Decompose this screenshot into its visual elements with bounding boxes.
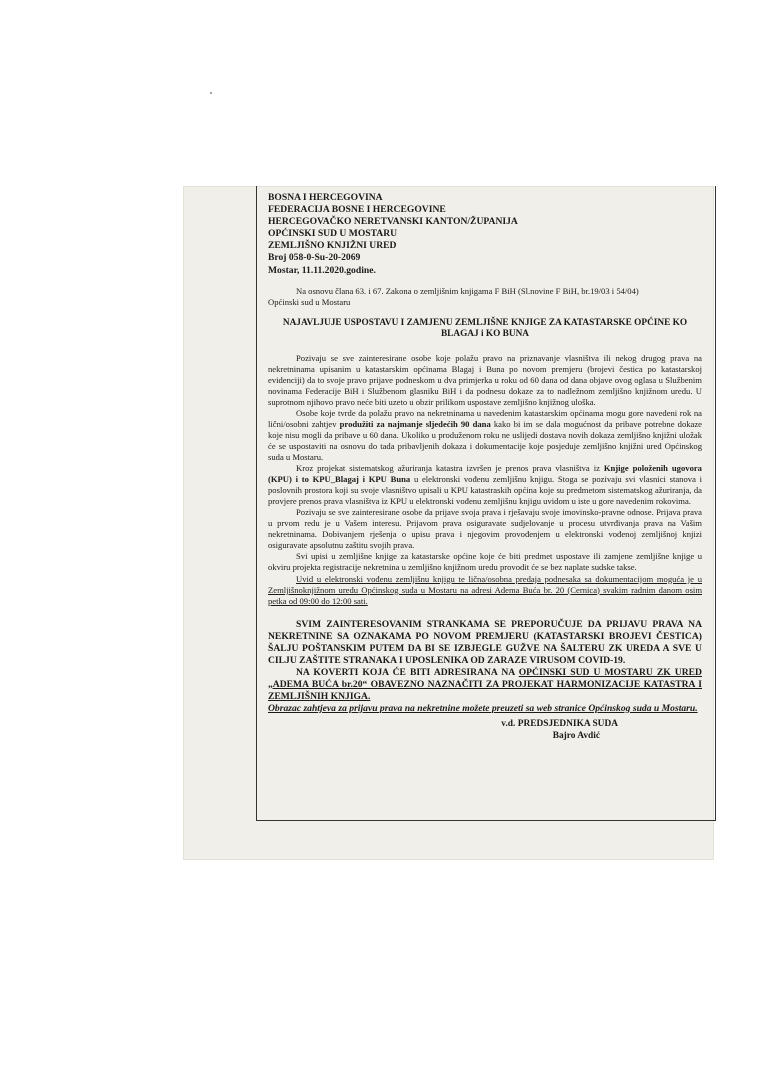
paragraph-1: Pozivaju se sve zainteresirane osobe koje polažu pravo na priznavanje vlasništva ili nekog drugog prava na nekretninama upisanim u katastarskim općinama Blagaj i Buna po novom premjeru (brojevi čestica po katastarskoj evidenciji) da to svoje pravo prijave podneskom u dva primjerka u roku od 60 dana od dana objave ovog oglasa u Službenim novinama Federacije BiH i Službenom glasniku BiH i da podnesu dokaze za to nadležnom zemljišno knjižnom uredu. U suprotnom njihovo pravo neće biti uzeto u obzir prilikom uspostave zemljišno knjižnog uloška.	[268, 352, 702, 407]
paragraph-2-text-a: Osobe koje tvrde da polažu pravo na nekretninama u navedenim katastarskim općinama mogu gore navedeni rok na lični/osobni zahtjev	[268, 407, 702, 429]
header-line-canton: HERCEGOVAČKO NERETVANSKI KANTON/ŽUPANIJA	[268, 216, 518, 228]
signature-block	[268, 718, 702, 743]
paragraph-9: Obrazac zahtjeva za prijavu prava na nekretnine možete preuzeti sa web stranice Općinskog suda u Mostaru.	[268, 702, 698, 714]
notice-title: NAJAVLJUJE USPOSTAVU I ZAMJENU ZEMLJIŠNE KNJIGE ZA KATASTARSKE OPĆINE KO BLAGAJ i KO BUNA	[282, 317, 688, 340]
paragraph-2-text-b: kako bi im se dala mogućnost da pribave potrebne dokaze koje nisu mogli da pribave u 60 dana. Ukoliko u produženom roku ne uslijedi dostava novih dokaza zemljišno knjižni uložak će se uspostaviti na osnovu do tada pribavljenih dokaza i dokumentacije koje posjeduje zemljišno knjižni ured Općinskog suda u Mostaru.	[268, 418, 702, 462]
paragraph-8-address: OPĆINSKI SUD U MOSTARU ZK URED „ADEMA BUĆA br.20“ OBAVEZNO NAZNAČITI ZA PROJEKAT HARMONIZACIJE KATASTRA I ZEMLJIŠNIH KNJIGA.	[268, 666, 702, 702]
header-line-office: ZEMLJIŠNO KNJIŽNI URED	[268, 240, 397, 252]
court-header	[268, 192, 702, 277]
scan-speck	[210, 92, 212, 94]
intro-line-1: Na osnovu člana 63. i 67. Zakona o zemljišnim knjigama F BiH (Sl.novine F BiH, br.19/03 i 54/04)	[296, 285, 639, 296]
paragraph-3-bold: Knjige položenih ugovora (KPU) i to KPU_Blagaj i KPU Buna	[268, 463, 702, 485]
paragraph-2-bold: produžiti za najmanje sljedećih 90 dana	[339, 418, 491, 429]
paragraph-3-text-a: Kroz projekat sistematskog ažuriranja katastra izvršen je prenos prava vlasništva iz	[296, 463, 604, 474]
paragraph-3	[268, 463, 702, 507]
paragraph-4: Pozivaju se sve zainteresirane osobe da prijave svoja prava i rješavaju svoje imovinsko-pravne odnose. Prijava prava u prvom redu je u Vašem interesu. Prijavom prava osiguravate sudjelovanje u procesu utvrđivanja prava na Vašim nekretninama. Dobivanjem rješenja o upisu prava i njegovim provođenjem u elektronski vođenoj zemljišnoj knjizi osiguravate apsolutnu zaštitu svojih prava.	[268, 507, 702, 551]
intro-line-2: Općinski sud u Mostaru	[268, 296, 351, 307]
paragraph-2	[268, 408, 702, 463]
header-line-date: Mostar, 11.11.2020.godine.	[268, 264, 376, 276]
header-line-country: BOSNA I HERCEGOVINA	[268, 192, 383, 203]
paragraph-8-text: NA KOVERTI KOJA ĆE BITI ADRESIRANA NA	[296, 666, 519, 678]
paragraph-7: SVIM ZAINTERESOVANIM STRANKAMA SE PREPORUČUJE DA PRIJAVU PRAVA NA NEKRETNINE SA OZNAKAMA PO NOVOM PREMJERU (KATASTARSKI BROJEVI ČESTICA) ŠALJU POŠTANSKIM PUTEM DA BI SE IZBJEGLE GUŽVE NA ŠALTERU ZK UREDA A SVE U CILJU ZAŠTITE STRANAKA I UPOSLENIKA OD ZARAZE VIRUSOM COVID-19.	[268, 618, 702, 666]
paragraph-8	[268, 667, 702, 703]
paragraph-5: Svi upisi u zemljišne knjige za katastarske općine koje će biti predmet uspostave ili zamjene zemljišne knjige u okviru projekta registracije nekretnina u zemljišno knjižnom uredu provodit će se bez naplate sudske takse.	[268, 551, 702, 573]
paragraph-3-text-b: u elektronski vođenu zemljišnu knjigu. Stoga se pozivaju svi vlasnici stanova i poslovnih prostora koji su svoje vlasništvo upisali u KPU katastraskih općina koje su predmetom sistematskog ažuriranja, da provjere prenos prava vlasništva iz KPU u elektronski vođenu zemljišnu knjigu uvidom u iste u gore navedenim rokovima.	[268, 474, 702, 507]
paragraph-6: Uvid u elektronski vođenu zemljišnu knjigu te lična/osobna predaja podnesaka sa dokumentacijom moguća je u Zemljišnoknjižnom uredu Općinskog suda u Mostaru na adresi Adema Buća br. 20 (Cernica) svakim radnim danom osim petka od 09:00 do 12:00 sati.	[268, 573, 702, 606]
notice-content	[268, 192, 702, 743]
header-line-federation: FEDERACIJA BOSNE I HERCEGOVINE	[268, 204, 446, 216]
signature-title: v.d. PREDSJEDNIKA SUDA	[501, 718, 618, 729]
header-line-number: Broj 058-0-Su-20-2069	[268, 252, 361, 264]
signature-name: Bajro Avdić	[552, 731, 600, 742]
header-line-court: OPĆINSKI SUD U MOSTARU	[268, 228, 398, 240]
